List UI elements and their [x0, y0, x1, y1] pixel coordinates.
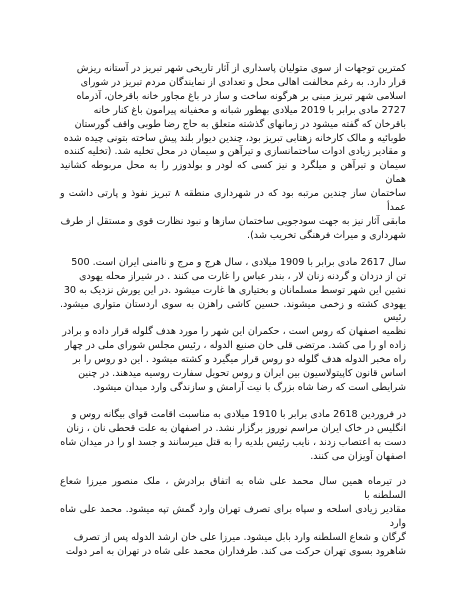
paragraph-year-1909: سال 2617 مادی برابر با 1909 میلادی ، سال هرج و مرج و ناامنی ایران است. 500 تن از دزدان و گردنه زنان لار ، بندر عباس را غارت می کنند . در شیراز محله یهودی نشین این شهر توسط مسلمانان و بختیاری ها غارت میشود .در این یورش نزدیک به 30 یهودی کشته و زخمی میشوند. حسین کاشی راهزن به سوی اردستان متواری میشود. رئیس نظمیه اصفهان که روس است ، حکمران این شهر را مورد هدف گلوله قرار داده و برادر زاده او را می کشد. مرتضی قلی خان صنیع الدوله ، رئیس مجلس شورای ملی در چهار راه مخبر الدوله هدف گلوله دو روس قرار میگیرد و کشته میشود . این دو روس را بر اساس قانون کاپیتولاسیون بین ایران و روس تحویل سفارت روسیه میدهند. در چنین شرایطی است که رضا شاه بزرگ با نیت آرامش و سازندگی وارد میدان میشود. — [60, 256, 406, 393]
paragraph-nowruz-1910: در فروردین 2618 مادی برابر با 1910 میلادی به مناسبت اقامت قوای بیگانه روس و انگلیس در خاک ایران مراسم نوروز برگزار نشد. در اصفهان به علت قحطی نان ، زنان دست به اعتصاب زدند ، نایب رئیس بلدیه را به قتل میرسانند و جسد او را در میدان شاه اصفهان آویزان می کنند. — [60, 408, 406, 462]
paragraph-mohammad-ali-shah: در تیرماه همین سال محمد علی شاه به اتفاق برادرش ، ملک منصور میرزا شعاع السلطنه با مقادیر زیادی اسلحه و سپاه برای تصرف تهران وارد گمش تپه میشود. محمد علی شاه وارد گرگان و شعاع السلطنه وارد بابل میشود. میرزا علی خان ارشد الدوله پس از تصرف شاهرود بسوی تهران حرکت می کند. طرفداران محمد علی شاه در تهران به امر دولت — [60, 476, 406, 557]
document-body — [60, 62, 406, 572]
paragraph-baqerkhan-garden: کمترین توجهات از سوی متولیان پاسداری از آثار تاریخی شهر تبریز در آستانه ریزش قرار دارد. به رغم مخالفت اهالی محل و تعدادی از نمایندگان مردم تبریز در شورای اسلامی شهر تبریز مبنی بر هرگونه ساخت و ساز در باغ مجاور خانه باقرخان، آذرماه 2727 مادی برابر با 2019 میلادی بهطور شبانه و مخفیانه پیرامون باغ کنار خانه باقرخان که گفته میشود در زمانهای گذشته متعلق به حاج رضا طوبی واقف گورستان طوبائیه و مالک کارخانه زهتابی تبریز بود، چندین دیوار بلند پیش ساخته بتونی چیده شده و مقادیر زیادی ادوات ساختمانسازی و تیرآهن و سیمان در محل تخلیه شد. (تخلیه کننده سیمان و تیرآهن و میلگرد و نیز کسی که لودر و بولدوزر را به محل مربوطه کشانید همان ساختمان ساز چندین مرتبه بود که در شهرداری منطقه ۸ تبریز نفوذ و پارتی داشت و عمدأ مابقی آثار نیز به جهت سودجویی ساختمان سازها و نبود نظارت قوی و مستقل از طرف شهرداری و میراث فرهنگی تخریب شد). — [60, 63, 406, 241]
